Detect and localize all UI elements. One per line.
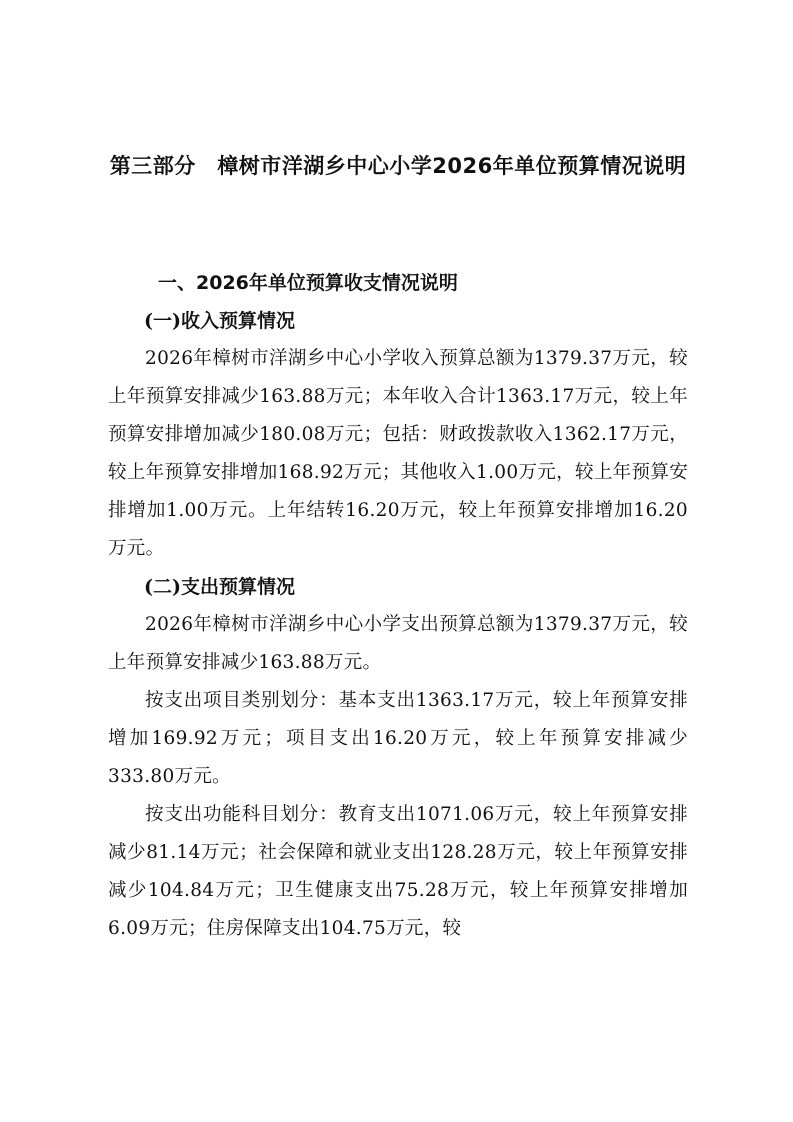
subsection-heading-income: (一)收入预算情况 bbox=[144, 310, 295, 332]
document-title: 第三部分 樟树市洋湖乡中心小学2026年单位预算情况说明 bbox=[109, 154, 687, 178]
document-body bbox=[108, 264, 688, 948]
expenditure-total-paragraph: 2026年樟树市洋湖乡中心小学支出预算总额为1379.37万元，较上年预算安排减少163.88万元。 bbox=[108, 614, 688, 673]
expenditure-by-category-paragraph: 按支出项目类别划分：基本支出1363.17万元，较上年预算安排增加169.92万元；项目支出16.20万元，较上年预算安排减少333.80万元。 bbox=[108, 690, 688, 787]
expenditure-by-function-paragraph: 按支出功能科目划分：教育支出1071.06万元，较上年预算安排减少81.14万元；社会保障和就业支出128.28万元，较上年预算安排减少104.84万元；卫生健康支出75.28万元，较上年预算安排增加6.09万元；住房保障支出104.75万元，较 bbox=[108, 804, 688, 939]
subsection-heading-expenditure: (二)支出预算情况 bbox=[144, 576, 295, 598]
income-paragraph: 2026年樟树市洋湖乡中心小学收入预算总额为1379.37万元，较上年预算安排减少163.88万元；本年收入合计1363.17万元，较上年预算安排增加减少180.08万元；包括：财政拨款收入1362.17万元，较上年预算安排增加168.92万元；其他收入1.00万元，较上年预算安排增加1.00万元。上年结转16.20万元，较上年预算安排增加16.20万元。 bbox=[108, 348, 688, 559]
section-heading-budget-overview: 一、2026年单位预算收支情况说明 bbox=[158, 272, 458, 294]
